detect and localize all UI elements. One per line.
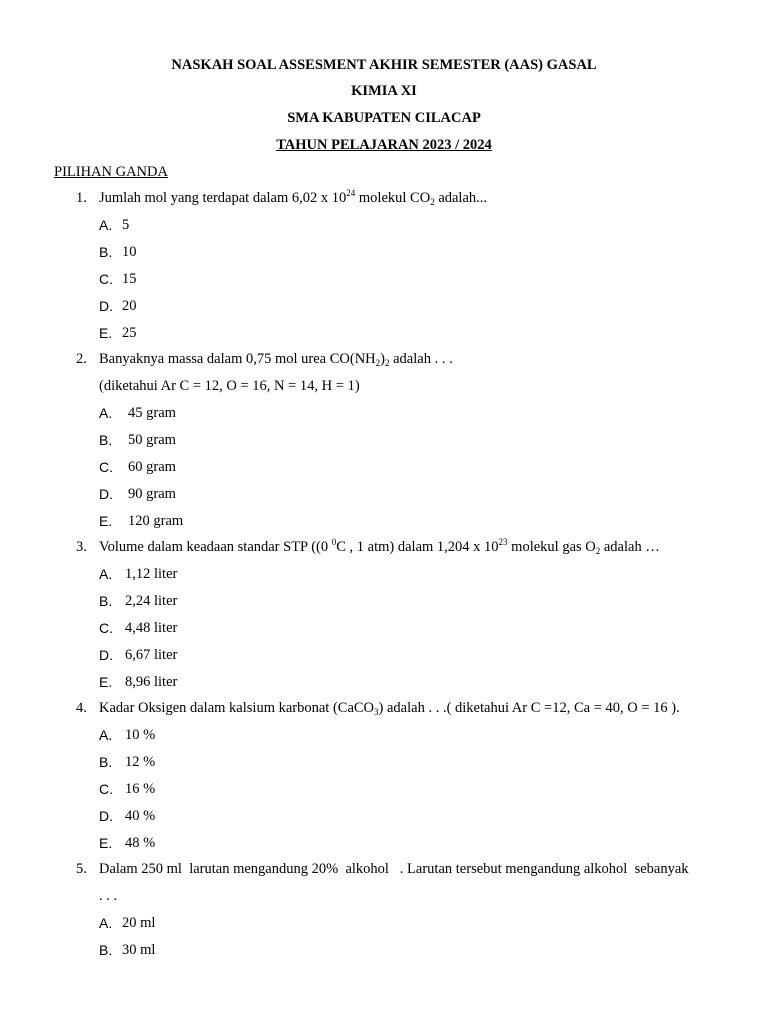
question-number: 4. bbox=[76, 700, 87, 716]
option-letter: A. bbox=[99, 727, 113, 743]
question-text: Dalam 250 ml larutan mengandung 20% alkohol . Larutan tersebut mengandung alkohol sebanyak bbox=[99, 861, 689, 877]
option-value: 4,48 liter bbox=[125, 620, 178, 636]
question-text-part: ) bbox=[380, 351, 385, 367]
superscript: 24 bbox=[346, 188, 356, 198]
option-letter: D. bbox=[99, 808, 113, 824]
option-value: 90 gram bbox=[128, 486, 176, 502]
option-letter: E. bbox=[99, 325, 113, 341]
option-letter: B. bbox=[99, 593, 113, 609]
question-text-part: adalah … bbox=[600, 539, 660, 555]
option-value: 120 gram bbox=[128, 513, 184, 529]
option-value: 25 bbox=[122, 325, 137, 341]
option-value: 1,12 liter bbox=[125, 566, 178, 582]
option-letter: B. bbox=[99, 754, 113, 770]
option-letter: E. bbox=[99, 674, 113, 690]
question-number: 2. bbox=[76, 351, 87, 367]
option-value: 6,67 liter bbox=[125, 647, 178, 663]
title-line-3: SMA KABUPATEN CILACAP bbox=[287, 110, 481, 126]
subscript: 2 bbox=[595, 546, 601, 556]
question-text-part: molekul CO bbox=[355, 190, 431, 206]
option-letter: D. bbox=[99, 647, 113, 663]
option-value: 5 bbox=[122, 217, 130, 233]
question-text-part: Banyaknya massa dalam 0,75 mol urea CO(NH bbox=[99, 351, 376, 367]
option-letter: C. bbox=[99, 459, 113, 475]
question-note: (diketahui Ar C = 12, O = 16, N = 14, H = 1) bbox=[99, 378, 360, 394]
option-letter: E. bbox=[99, 513, 113, 529]
question-text-part: adalah . . . bbox=[389, 351, 453, 367]
option-value: 30 ml bbox=[122, 942, 156, 958]
option-letter: A. bbox=[99, 915, 113, 931]
option-letter: A. bbox=[99, 405, 113, 421]
option-letter: B. bbox=[99, 432, 113, 448]
option-letter: B. bbox=[99, 244, 113, 260]
subscript: 2 bbox=[430, 197, 435, 207]
question-text-part: Jumlah mol yang terdapat dalam 6,02 x 10 bbox=[99, 190, 347, 206]
option-value: 48 % bbox=[125, 835, 156, 851]
question-text bbox=[99, 351, 453, 368]
question-text-part: Volume dalam keadaan standar STP ((0 bbox=[99, 539, 332, 555]
option-letter: D. bbox=[99, 486, 113, 502]
question-text-part: ) adalah . . .( diketahui Ar C =12, Ca = 40, O = 16 ). bbox=[378, 700, 680, 716]
option-letter: A. bbox=[99, 566, 113, 582]
option-letter: E. bbox=[99, 835, 113, 851]
question-number: 5. bbox=[76, 861, 87, 877]
option-letter: D. bbox=[99, 298, 113, 314]
question-text bbox=[99, 190, 487, 207]
option-value: 2,24 liter bbox=[125, 593, 178, 609]
subscript: 3 bbox=[374, 707, 379, 717]
option-value: 10 % bbox=[125, 727, 156, 743]
question-text-continued: . . . bbox=[99, 888, 118, 904]
question-text-part: adalah... bbox=[434, 190, 488, 206]
option-value: 8,96 liter bbox=[125, 674, 178, 690]
question-text-part: molekul gas O bbox=[507, 539, 596, 555]
option-value: 12 % bbox=[125, 754, 156, 770]
title-line-1: NASKAH SOAL ASSESMENT AKHIR SEMESTER (AAS) GASAL bbox=[171, 57, 597, 73]
question-text bbox=[99, 700, 680, 717]
option-value: 60 gram bbox=[128, 459, 176, 475]
option-letter: C. bbox=[99, 620, 113, 636]
title-line-4-text: TAHUN PELAJARAN 2023 / 2024 bbox=[276, 137, 492, 153]
question-text bbox=[99, 539, 660, 556]
option-letter: C. bbox=[99, 271, 113, 287]
option-value: 20 ml bbox=[122, 915, 156, 931]
option-letter: C. bbox=[99, 781, 113, 797]
question-text-part: Kadar Oksigen dalam kalsium karbonat (CaCO bbox=[99, 700, 375, 716]
title-line-4 bbox=[0, 137, 768, 154]
subscript: 2 bbox=[384, 358, 390, 368]
option-value: 45 gram bbox=[128, 405, 176, 421]
section-title: PILIHAN GANDA bbox=[54, 164, 168, 180]
option-letter: A. bbox=[99, 217, 113, 233]
title-line-2: KIMIA XI bbox=[351, 83, 417, 99]
superscript: 23 bbox=[498, 537, 508, 547]
subscript: 2 bbox=[375, 358, 381, 368]
option-letter: B. bbox=[99, 942, 113, 958]
superscript: 0 bbox=[331, 537, 337, 547]
option-value: 50 gram bbox=[128, 432, 176, 448]
option-value: 15 bbox=[122, 271, 137, 287]
option-value: 16 % bbox=[125, 781, 156, 797]
question-number: 1. bbox=[76, 190, 87, 206]
question-number: 3. bbox=[76, 539, 87, 555]
option-value: 40 % bbox=[125, 808, 156, 824]
question-text-part: C , 1 atm) dalam 1,204 x 10 bbox=[336, 539, 499, 555]
option-value: 20 bbox=[122, 298, 137, 314]
option-value: 10 bbox=[122, 244, 137, 260]
